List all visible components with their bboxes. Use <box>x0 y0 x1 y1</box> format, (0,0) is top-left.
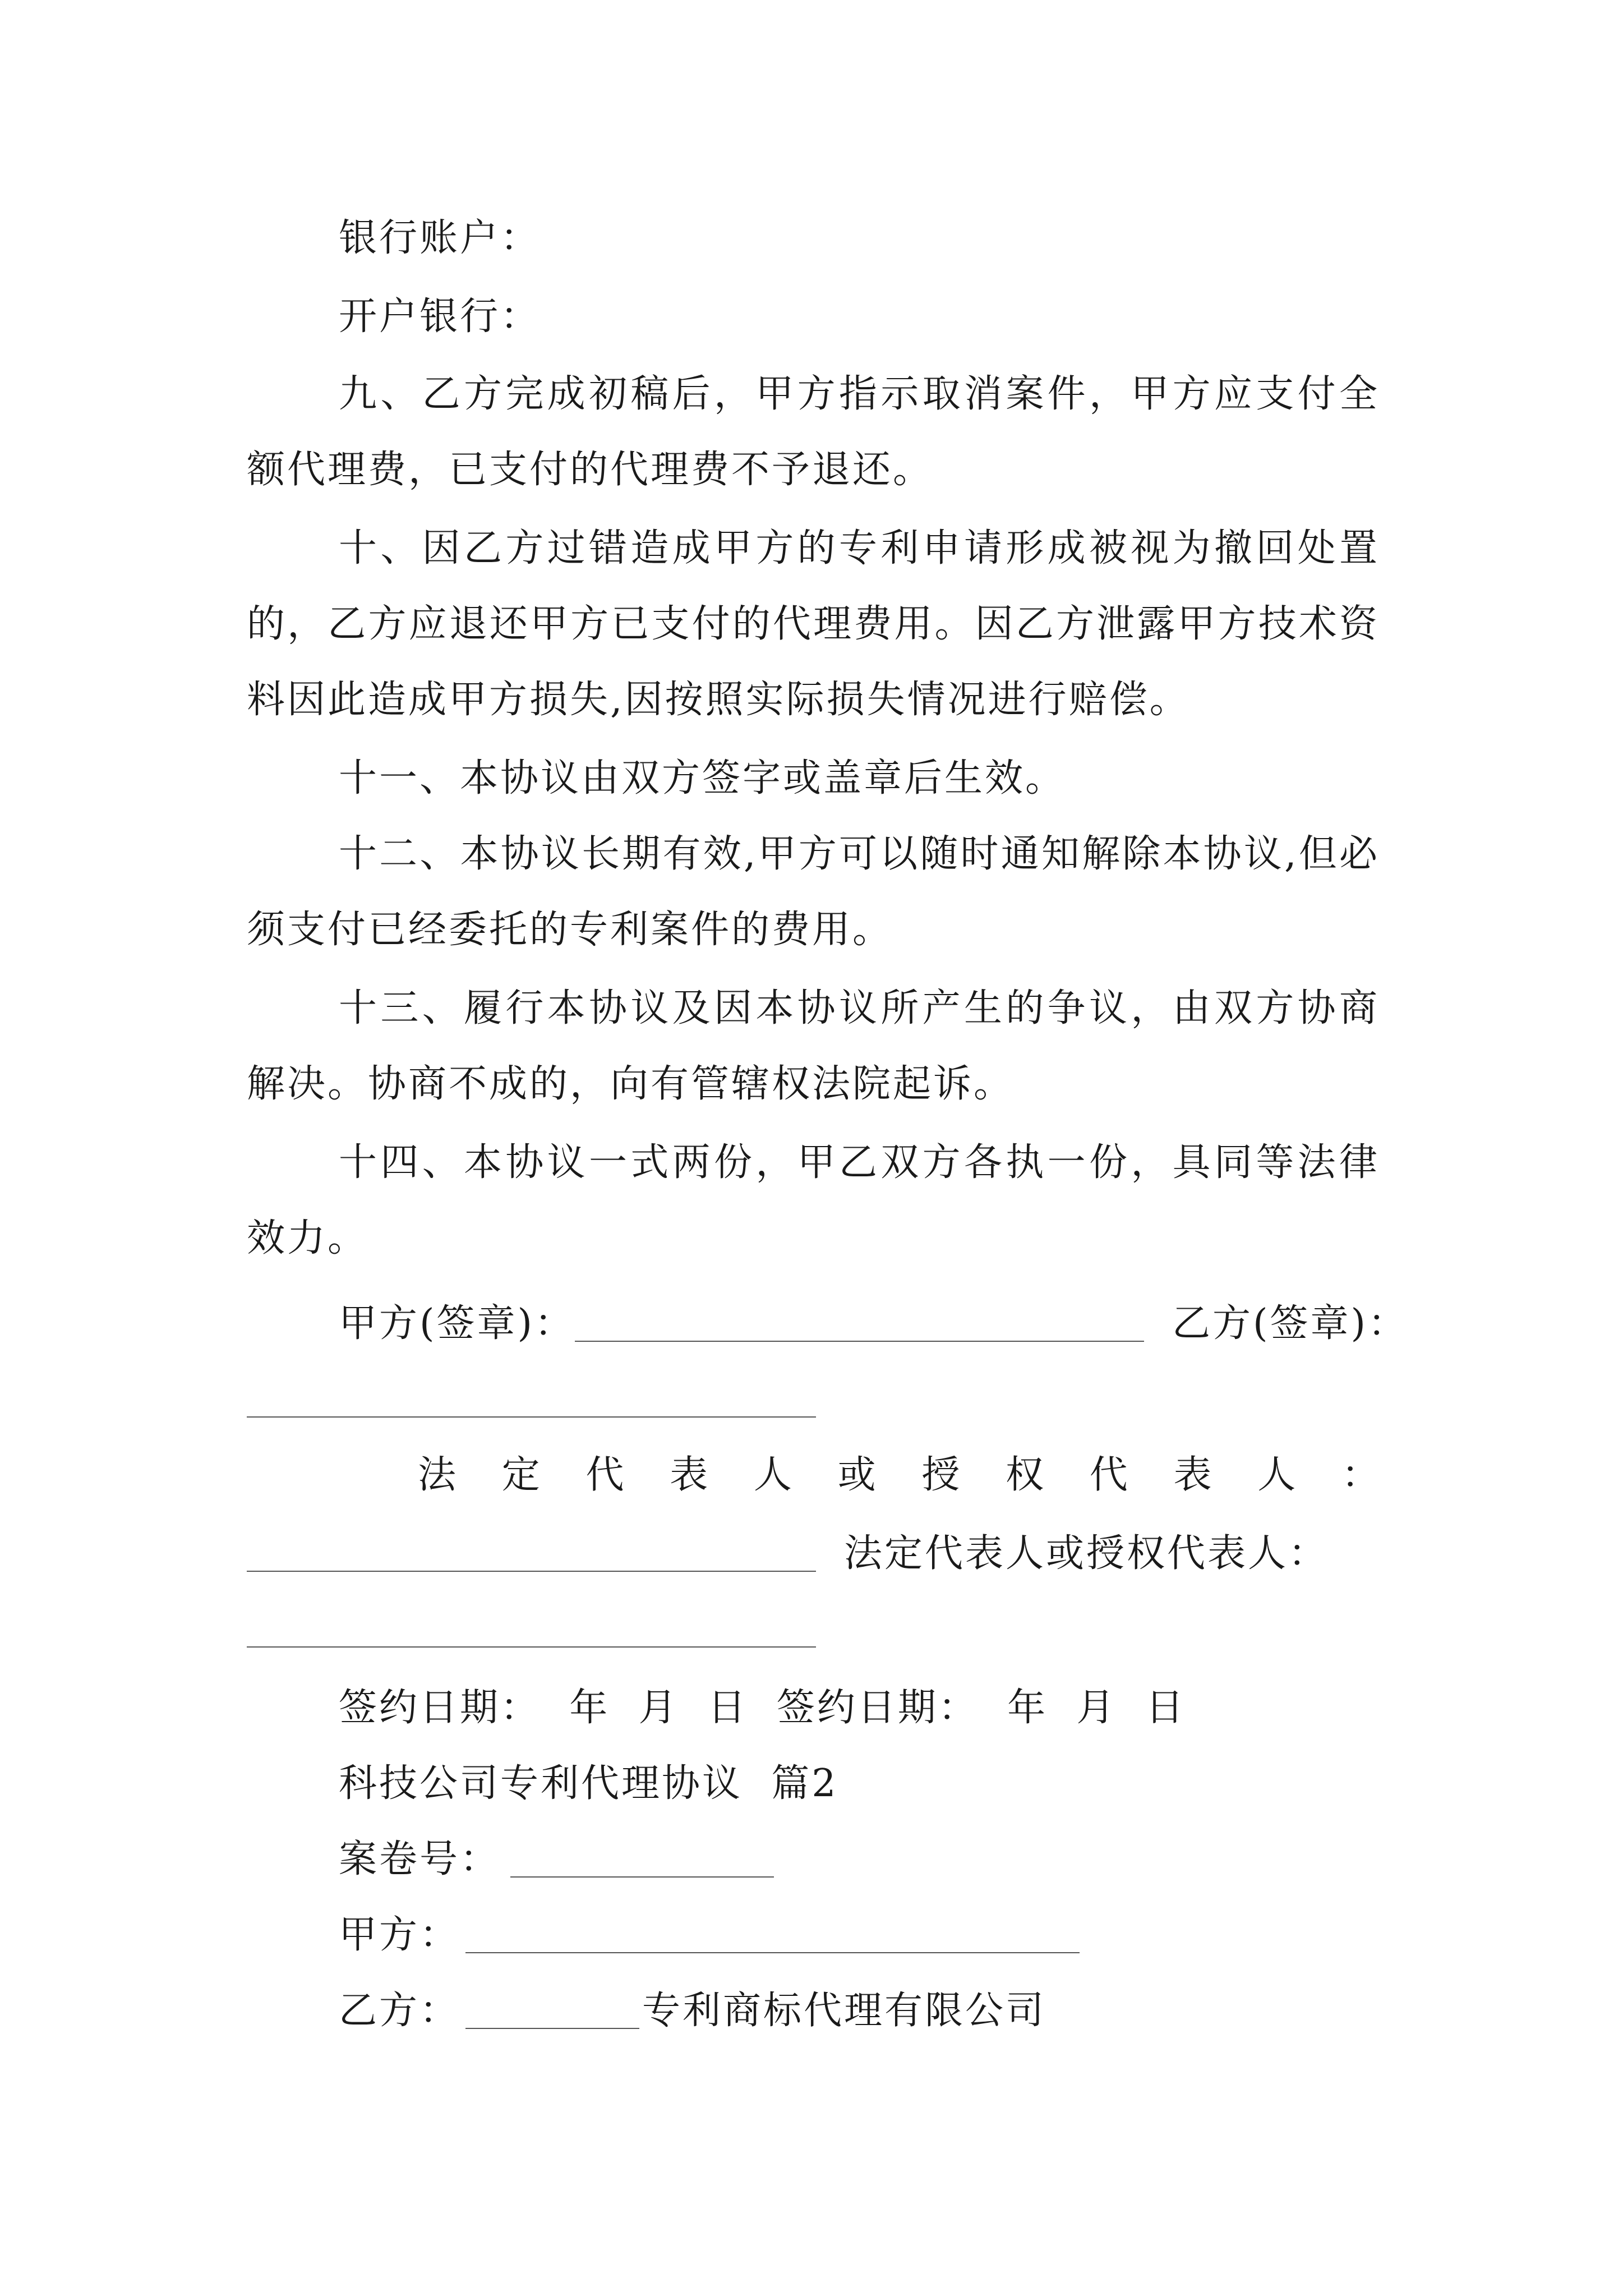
party-b-sign-label: 乙方(签章)： <box>1172 1301 1409 1346</box>
legal-rep-a-label <box>418 1453 1380 1498</box>
party-b-sign-line <box>247 1416 816 1418</box>
case-no-label: 案卷号： <box>339 1837 501 1881</box>
legal-rep-char: 人 <box>753 1453 792 1497</box>
party-b-line <box>465 2028 639 2029</box>
party-b-label: 乙方： <box>339 1989 460 2033</box>
section-title: 科技公司专利代理协议 篇2 <box>339 1761 838 1806</box>
clause-13: 十三、履行本协议及因本协议所产生的争议，由双方协商解决。协商不成的，向有管辖权法院起诉。 <box>247 986 1380 1106</box>
case-no-line <box>510 1876 774 1878</box>
bank-name-label: 开户银行： <box>339 295 541 339</box>
party-b-company: 专利商标代理有限公司 <box>642 1989 1046 2033</box>
legal-rep-char: 定 <box>501 1453 540 1497</box>
legal-rep-char: 代 <box>585 1453 624 1497</box>
clause-12: 十二、本协议长期有效,甲方可以随时通知解除本协议,但必须支付已经委托的专利案件的费用。 <box>247 832 1380 952</box>
clause-14: 十四、本协议一式两份，甲乙双方各执一份，具同等法律效力。 <box>247 1140 1380 1260</box>
legal-rep-char: 代 <box>1089 1453 1128 1497</box>
legal-rep-b-line <box>247 1646 816 1648</box>
sign-date-line: 签约日期： 年 月 日 签约日期： 年 月 日 <box>339 1686 1186 1730</box>
legal-rep-b-label: 法定代表人或授权代表人： <box>844 1531 1329 1576</box>
legal-rep-char: 法 <box>418 1453 457 1497</box>
legal-rep-char: 人 <box>1257 1453 1296 1497</box>
party-a-sign-label: 甲方(签章)： <box>339 1301 575 1346</box>
clause-10: 十、因乙方过错造成甲方的专利申请形成被视为撤回处置的，乙方应退还甲方已支付的代理费用。因乙方泄露甲方技术资料因此造成甲方损失,因按照实际损失情况进行赔偿。 <box>247 526 1380 722</box>
party-a-line <box>465 1952 1080 1953</box>
legal-rep-char: 表 <box>1173 1453 1212 1497</box>
party-a-sign-line <box>575 1341 1144 1342</box>
legal-rep-a-line <box>247 1571 816 1572</box>
legal-rep-char: 权 <box>1006 1453 1044 1497</box>
legal-rep-char: 表 <box>670 1453 708 1497</box>
legal-rep-char: 授 <box>921 1453 960 1497</box>
legal-rep-char: 或 <box>837 1453 876 1497</box>
legal-rep-char: ： <box>1341 1453 1380 1497</box>
party-a-label: 甲方： <box>339 1913 460 1957</box>
bank-account-label: 银行账户： <box>339 216 541 260</box>
clause-11: 十一、本协议由双方签字或盖章后生效。 <box>339 756 1066 800</box>
clause-9: 九、乙方完成初稿后，甲方指示取消案件，甲方应支付全额代理费，已支付的代理费不予退还。 <box>247 372 1380 492</box>
